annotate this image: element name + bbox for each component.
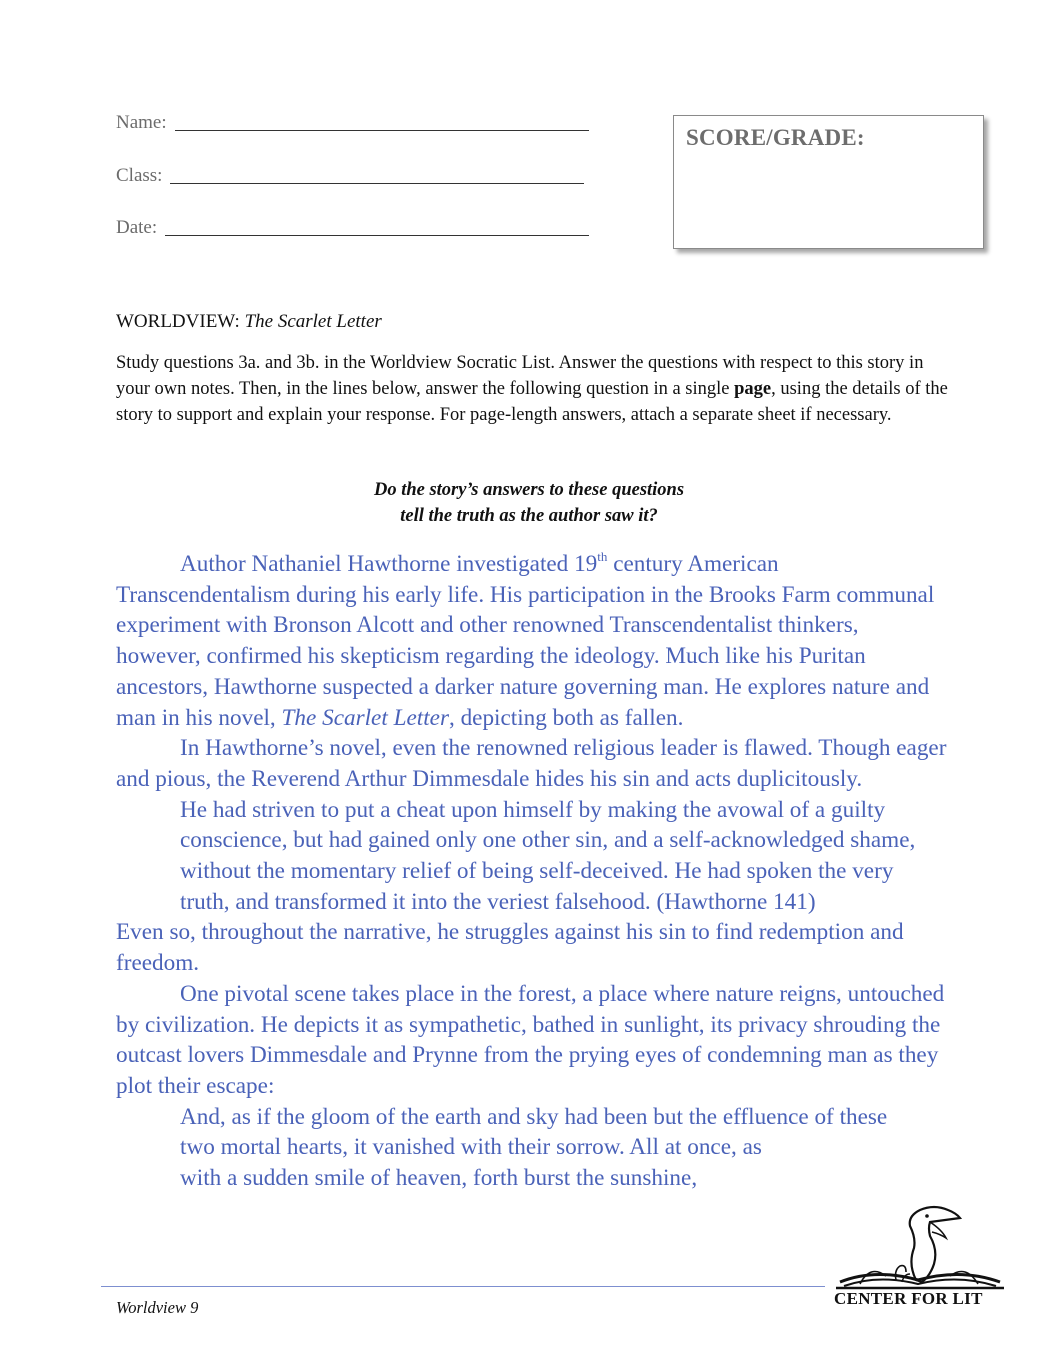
- answer-p1-superscript: th: [597, 549, 608, 565]
- class-label: Class:: [116, 165, 163, 186]
- question-line-2: tell the truth as the author saw it?: [400, 506, 658, 526]
- instructions-part2: , using the details of the story to support and explain your response. For page-length answers, attach a separate sheet if necessary.: [116, 379, 948, 425]
- instructions-paragraph: [116, 350, 956, 428]
- question-line-1: Do the story’s answers to these questions: [373, 480, 685, 500]
- heading-book-title: The Scarlet Letter: [244, 311, 382, 332]
- answer-p1-book-title: The Scarlet Letter: [281, 704, 449, 731]
- answer-p1-text-c: , depicting both as fallen.: [448, 704, 684, 731]
- score-grade-label: SCORE/GRADE:: [686, 125, 865, 150]
- answer-paragraph-1: [116, 549, 948, 733]
- answer-paragraph-4: One pivotal scene takes place in the forest, a place where nature reigns, untouched by civilization. He depicts it as sympathetic, bathed in sunlight, its privacy shrouding the outcast lovers Dimmesdale and Prynne from the prying eyes of condemning man as they plot their escape:: [116, 980, 945, 1099]
- score-grade-box[interactable]: [673, 115, 984, 249]
- answer-block-quote-2: [116, 1102, 948, 1194]
- quote2-line-2: two mortal hearts, it vanished with their sorrow. All at once, as: [180, 1134, 762, 1161]
- answer-block-quote-1: He had striven to put a cheat upon himself by making the avowal of a guilty conscience, but had gained only one other sin, and a self-acknowledged shame, without the momentary relief of being self-deceived. He had spoken the very truth, and transformed it into the veriest falsehood. (Hawthorne 141): [180, 796, 916, 915]
- instructions-part1: Study questions 3a. and 3b. in the Worldview Socratic List. Answer the questions with respect to this story in your own notes. Then, in the lines below, answer the following question in a single: [116, 353, 924, 399]
- answer-p1-text-b: century American Transcendentalism during his early life. His participation in the Brooks Farm communal experiment with Bronson Alcott and other renowned Transcendentalist thinkers, however, confirmed his skepticism regarding the ideology. Much like his Puritan ancestors, Hawthorne suspected a darker nature governing man. He explores nature and man in his novel,: [116, 551, 935, 731]
- class-field[interactable]: [170, 182, 584, 184]
- class-field-row: [116, 165, 584, 187]
- footer-divider: [101, 1286, 825, 1287]
- center-for-lit-logo-text: CENTER FOR LIT: [834, 1289, 983, 1308]
- instructions-bold-word: page: [734, 379, 772, 399]
- name-field-row: [116, 112, 589, 134]
- quote2-line-1: And, as if the gloom of the earth and sky had been but the effluence of these: [180, 1103, 888, 1130]
- answer-paragraph-3: Even so, throughout the narrative, he struggles against his sin to find redemption and freedom.: [116, 919, 904, 977]
- worksheet-heading: [116, 311, 382, 333]
- heading-prefix: WORLDVIEW:: [116, 311, 245, 332]
- student-answer: [116, 549, 948, 1194]
- footer-page-label: Worldview 9: [116, 1298, 199, 1317]
- date-field-row: [116, 217, 589, 239]
- essay-question: [116, 477, 942, 529]
- date-label: Date:: [116, 217, 158, 238]
- answer-paragraph-2: In Hawthorne’s novel, even the renowned religious leader is flawed. Though eager and pious, the Reverend Arthur Dimmesdale hides his sin and acts duplicitously.: [116, 735, 947, 792]
- answer-p1-text-a: Author Nathaniel Hawthorne investigated 19: [180, 551, 598, 577]
- name-field[interactable]: [175, 129, 589, 131]
- quote2-line-3: with a sudden smile of heaven, forth burst the sunshine,: [180, 1165, 698, 1192]
- name-label: Name:: [116, 112, 167, 133]
- date-field[interactable]: [165, 234, 589, 236]
